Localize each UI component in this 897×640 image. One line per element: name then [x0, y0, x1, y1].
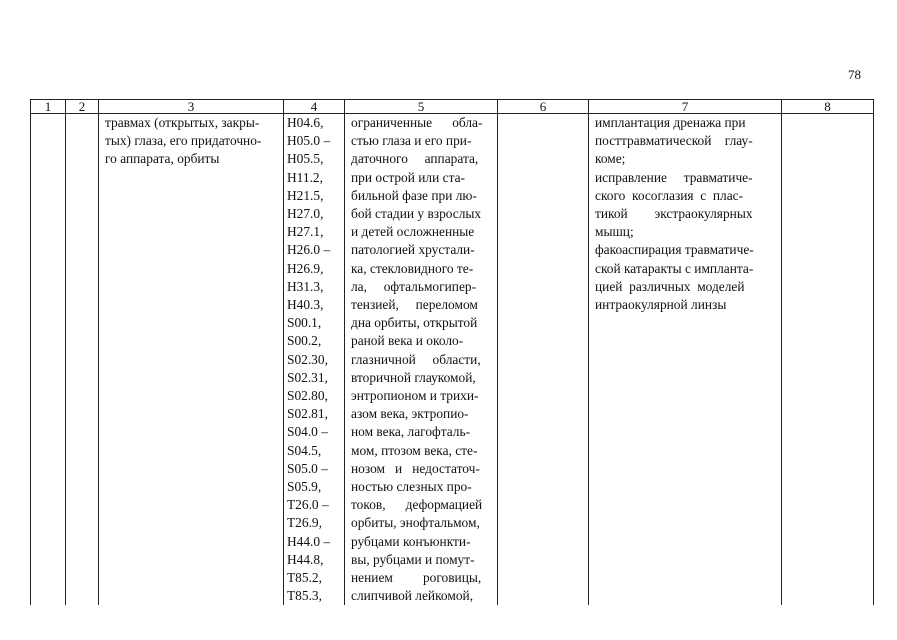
text-line: S04.5, — [287, 442, 322, 458]
text-line: ностью слезных про- — [351, 479, 472, 495]
text-line: H26.0 – — [287, 242, 331, 258]
table-row — [31, 114, 874, 606]
text-line: и детей осложненные — [351, 224, 475, 240]
text-line: исправление травматиче- — [595, 169, 753, 185]
text-line: рубцами конъюнкти- — [351, 533, 471, 549]
text-line: T85.3, — [287, 588, 322, 604]
text-line: ской катаракты с импланта- — [595, 260, 754, 276]
text-line: H44.0 – — [287, 533, 331, 549]
cell-icd-codes — [284, 114, 345, 606]
text-line: вы, рубцами и помут- — [351, 551, 475, 567]
text-line: T26.0 – — [287, 497, 329, 513]
header-col-2: 2 — [66, 100, 99, 114]
text-line: орбиты, энофтальмом, — [351, 515, 480, 531]
text-line: стью глаза и его при- — [351, 133, 472, 149]
text-line: раной века и около- — [351, 333, 464, 349]
text-line: ского косоглазия с плас- — [595, 187, 744, 203]
cell-treatment-method — [589, 114, 782, 606]
text-line: слипчивой лейкомой, — [351, 588, 474, 604]
text-line: S05.0 – — [287, 460, 328, 476]
text-line: ка, стекловидного те- — [351, 260, 474, 276]
text-line: нением роговицы, — [351, 570, 482, 586]
text-line: глазничной области, — [351, 351, 481, 367]
text-line: H40.3, — [287, 297, 324, 313]
text-line: бой стадии у взрослых — [351, 206, 482, 222]
text-line: H26.9, — [287, 260, 324, 276]
header-col-1: 1 — [31, 100, 66, 114]
text-line: S02.31, — [287, 369, 328, 385]
text-line: тикой экстраокулярных — [595, 206, 753, 222]
text-line: мышц; — [595, 224, 634, 240]
text-line: ном века, лагофталь- — [351, 424, 471, 440]
text-line: H27.0, — [287, 206, 324, 222]
text-line: H04.6, — [287, 115, 324, 130]
header-col-3: 3 — [99, 100, 284, 114]
text-line: го аппарата, орбиты — [105, 151, 220, 167]
text-line: токов, деформацией — [351, 497, 483, 513]
text-line: H27.1, — [287, 224, 324, 240]
cell-diagnosis — [99, 114, 284, 606]
text-line: ограниченные обла- — [351, 115, 483, 130]
text-line: T85.2, — [287, 570, 322, 586]
text-line: даточного аппарата, — [351, 151, 479, 167]
text-line: S02.30, — [287, 351, 328, 367]
text-line: H44.8, — [287, 551, 324, 567]
text-line: патологией хрустали- — [351, 242, 475, 258]
text-line: энтропионом и трихи- — [351, 388, 479, 404]
text-line: коме; — [595, 151, 626, 167]
document-table — [30, 99, 874, 605]
text-line: мом, птозом века, сте- — [351, 442, 478, 458]
cell-patient-model — [345, 114, 498, 606]
text-line: S05.9, — [287, 479, 322, 495]
text-line: H21.5, — [287, 187, 324, 203]
text-line: H11.2, — [287, 169, 323, 185]
cell-col-6 — [498, 114, 589, 606]
text-line: при острой или ста- — [351, 169, 465, 185]
header-col-4: 4 — [284, 100, 345, 114]
text-line: азом века, эктропио- — [351, 406, 469, 422]
text-line: факоаспирация травматиче- — [595, 242, 754, 258]
text-line: S00.1, — [287, 315, 322, 331]
text-line: нозом и недостаточ- — [351, 460, 480, 476]
text-line: травмах (открытых, закры- — [105, 115, 260, 130]
page-number: 78 — [848, 67, 861, 82]
text-line: дна орбиты, открытой — [351, 315, 478, 331]
text-line: H31.3, — [287, 278, 324, 294]
text-line: бильной фазе при лю- — [351, 187, 477, 203]
text-line: тых) глаза, его придаточно- — [105, 133, 262, 149]
text-line: имплантация дренажа при — [595, 115, 746, 130]
text-line: посттравматической глау- — [595, 133, 753, 149]
cell-col-8 — [782, 114, 874, 606]
text-line: S02.80, — [287, 388, 328, 404]
cell-col-2 — [66, 114, 99, 606]
text-line: вторичной глаукомой, — [351, 369, 476, 385]
header-col-7: 7 — [589, 100, 782, 114]
cell-col-1 — [31, 114, 66, 606]
text-line: S04.0 – — [287, 424, 328, 440]
header-row — [31, 100, 874, 114]
text-line: T26.9, — [287, 515, 322, 531]
text-line: цией различных моделей — [595, 278, 745, 294]
header-col-5: 5 — [345, 100, 498, 114]
text-line: S02.81, — [287, 406, 328, 422]
header-col-6: 6 — [498, 100, 589, 114]
text-line: H05.0 – — [287, 133, 331, 149]
header-col-8: 8 — [782, 100, 874, 114]
text-line: ла, офтальмогипер- — [351, 278, 477, 294]
text-line: H05.5, — [287, 151, 324, 167]
text-line: интраокулярной линзы — [595, 297, 727, 313]
text-line: S00.2, — [287, 333, 322, 349]
text-line: тензией, переломом — [351, 297, 478, 313]
